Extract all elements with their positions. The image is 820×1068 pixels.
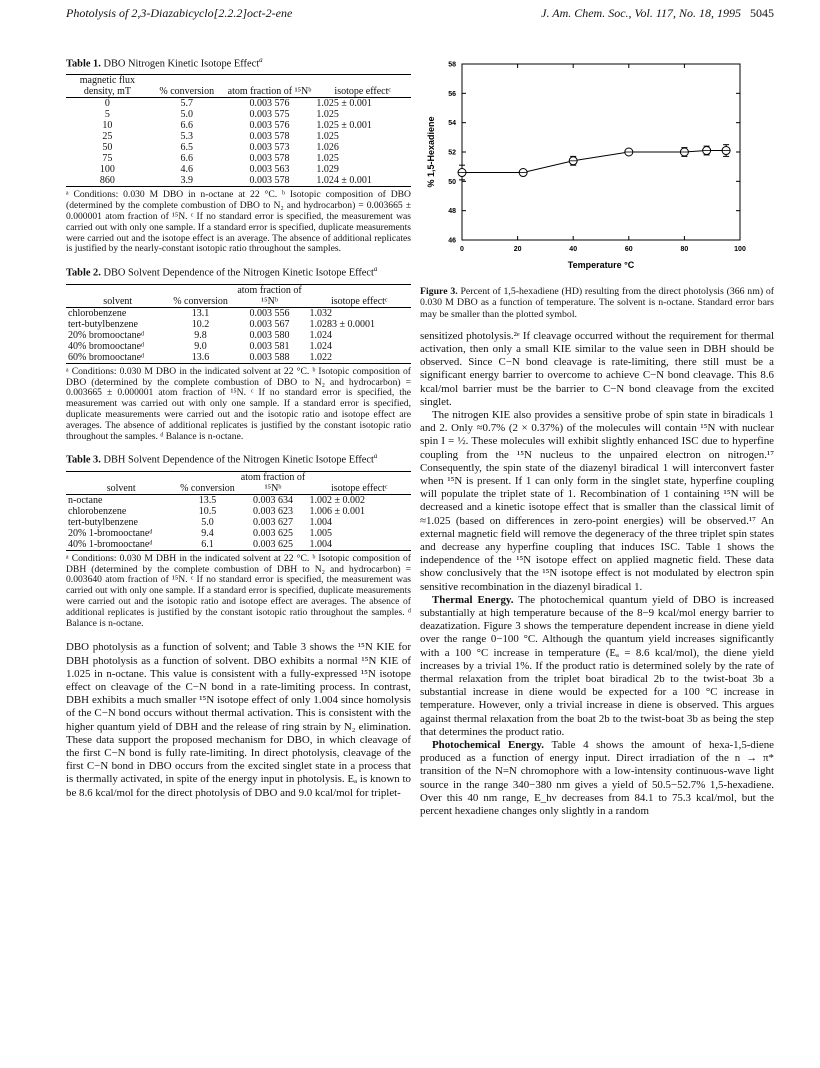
table3-row (66, 517, 411, 528)
table3-title-sup: a (373, 452, 378, 461)
table1-cell: 100 (99, 164, 115, 176)
table1-cell: 5.3 (180, 131, 193, 143)
table1-cell: 1.025 ± 0.001 (316, 98, 372, 110)
page-number: 5045 (750, 6, 774, 20)
y-tick-label: 48 (448, 208, 456, 216)
body-paragraph: DBO photolysis as a function of solvent; and Table 3 shows the ¹⁵N KIE for DBH photolysis as a function of solvent. DBO exhibits a normal ¹⁵N KIE of 1.025 in n-octane. This value is consistent with a fully-expressed ¹⁵N isotope effect on cleavage of the C−N bond in a rate-limiting process. In contrast, DBH exhibits a much smaller ¹⁵N isotope effect of only 1.004 since homolysis of the C−N bond occurs without thermal activation. This is consistent with the higher quantum yield of DBH and the release of ring strain by N₂ elimination. These data support the proposed mechanism for DBO, in which cleavage of the first C−N bond is fully rate-limiting. In direct photolysis, cleavage of the first C−N bond in DBO occurs from the excited singlet state in a process that is thermally activated, in spite of the energy input in photolysis. Eₐ is known to be 8.6 kcal/mol for the direct photolysis of DBO and 9.0 kcal/mol for triplet- (66, 641, 411, 799)
running-header-left: Photolysis of 2,3-Diazabicyclo[2.2.2]oct-2-ene (66, 6, 293, 20)
table1-row (66, 164, 411, 175)
table1-cell: 0.003 576 (249, 120, 290, 132)
table3-footnote: ᵃ Conditions: 0.030 M DBH in the indicated solvent at 22 °C. ᵇ Isotopic composition of DBH (determined by the complete combustion of DBH to N₂ and hydrocarbon) = 0.003640 atom fraction of ¹⁵N. ᶜ If no standard error is specified, the measurement was carried out with only one sample. If a standard error is specified, duplicate measurements were carried out and the isotopic ratio and isotope effect are averages. The absence of additional replicates is justified by the constant isotopic ratio throughout the samples. ᵈ Balance is n-octane. (66, 552, 411, 629)
table1-number: Table 1. (66, 58, 101, 70)
table3-cell: 0.003 623 (252, 505, 293, 517)
table3-cell: tert-butylbenzene (68, 516, 138, 528)
table2-cell: 0.003 581 (249, 340, 290, 352)
table3-body (66, 494, 411, 550)
table1-cell: 0 (104, 98, 110, 110)
x-axis-label: Temperature °C (567, 260, 635, 270)
table2-cell: 1.024 (309, 329, 332, 341)
table3-cell: 0.003 625 (238, 539, 307, 551)
x-tick-label: 100 (734, 246, 746, 253)
table3-cell: 5.0 (201, 516, 214, 528)
plot-frame (462, 64, 740, 240)
table2-cell: 1.024 (309, 340, 332, 352)
table1-footnote: ᵃ Conditions: 0.030 M DBO in n-octane at 22 °C. ᵇ Isotopic composition of DBO (determined by the complete combustion of DBO to N₂ and hydrocarbon) = 0.003665 ± 0.000001 atom fraction of ¹⁵N. ᶜ If no standard error is specified, the measurement was carried out with only one sample. If a standard error is specified, duplicate measurements were carried out and the isotope effect is an average. The absence of additional replicates is justified by the nearly-constant isotopic ratio throughout the samples. (66, 189, 411, 255)
table1-cell: 0.003 576 (249, 98, 290, 110)
journal-citation: J. Am. Chem. Soc., Vol. 117, No. 18, 1995 (541, 6, 741, 20)
table2-cell: 10.2 (191, 318, 210, 330)
table3-caption (66, 450, 411, 466)
table1-cell: 1.025 ± 0.001 (316, 120, 372, 132)
table1-cell: 0.003 578 (225, 175, 315, 187)
table3-cell: 1.005 (309, 527, 332, 539)
table1-cell: 5 (104, 109, 110, 121)
table1-cell: 6.6 (180, 120, 193, 132)
table1-cell: 6.6 (180, 153, 193, 165)
table2-cell: tert-butylbenzene (68, 318, 138, 330)
thermal-text: The photochemical quantum yield of DBO is increased substantially at high temperature because of the 8−9 kcal/mol energy barrier to deazatization. Figure 3 shows the temperature dependent increase in diene yield over the range 0−100 °C. Although the quantum yield increases significantly with a 100 °C increase in temperature (Eₐ = 8.6 kcal/mol), the diene yield increases by a trivial 1%. If the product ratio is determined solely by the rate of thermal relaxation from the triplet boat biradical 2b to the twist-boat 3b a substantial increase in diene would be expected for a 100 °C increase in temperature. However, only a trivial increase in diene is observed. This argues against thermal relaxation from the boat 2b to the twist-boat 3b as being the step that determines the product ratio. (420, 593, 774, 738)
table1-cell: 0.003 575 (249, 109, 290, 121)
table1-body (66, 98, 411, 187)
table2-cell: 0.003 580 (249, 329, 290, 341)
table2-cell: 0.003 567 (249, 318, 290, 330)
figure3 (420, 54, 774, 320)
table1-cell: 1.025 (316, 131, 339, 143)
table2-row (66, 352, 411, 364)
table3-cell: 10.5 (198, 505, 217, 517)
y-tick-label: 56 (448, 90, 456, 98)
y-tick-label: 50 (448, 178, 456, 186)
table3-cell: 1.006 ± 0.001 (309, 505, 365, 517)
left-column (66, 54, 411, 800)
table1-caption (66, 54, 411, 70)
table1-cell: 0.003 563 (249, 164, 290, 176)
x-tick-label: 80 (680, 246, 689, 253)
table1-cell: 5.7 (180, 98, 193, 110)
table2-cell: 60% bromooctaneᵈ (66, 352, 170, 364)
table1-row (66, 142, 411, 153)
table2-body (66, 307, 411, 363)
table1 (66, 74, 411, 187)
table2-footnote: ᵃ Conditions: 0.030 M DBO in the indicated solvent at 22 °C. ᵇ Isotopic composition of DBO (determined by the complete combustion of DBO to N₂ and hydrocarbon) = 0.003665 ± 0.000001 atom fraction of ¹⁵N. ᶜ If no standard error is specified, the measurement was carried out with only one sample. If a standard error is specified, duplicate measurements were carried out and the isotopic ratio and isotope effect are averages. The absence of additional replicates is justified by the constant isotopic ratio throughout the samples. ᵈ Balance is n-octane. (66, 365, 411, 442)
x-tick-label: 60 (624, 246, 633, 253)
table1-cell: 25 (102, 131, 113, 143)
left-body-text (66, 641, 411, 799)
table2-number: Table 2. (66, 267, 101, 279)
table3-number: Table 3. (66, 454, 101, 466)
figure3-caption-text: Percent of 1,5-hexadiene (HD) resulting from the direct photolysis (366 nm) of 0.030 M DBO as a function of temperature. The solvent is n-octane. Standard error bars may be smaller than the plotted symbol. (420, 286, 775, 320)
thermal-paragraph (420, 594, 774, 739)
table2-cell: 0.003 556 (249, 307, 290, 319)
table2-cell: 13.6 (170, 352, 232, 364)
body-paragraph: The nitrogen KIE also provides a sensitive probe of spin state in biradicals 1 and 2. Only ≈0.7% (2 × 0.37%) of the molecules will contain ¹⁵N with nuclear spin I = ½. These molecules will exhibit slightly enhanced ISC due to hyperfine coupling from the ¹⁵N nucleus to the unpaired electron on nitrogen.¹⁷ Consequently, the spin state of the diazenyl biradical 1 will interconvert faster when ¹⁵N is present. If 1 can only form in the singlet state, hyperfine coupling will populate the triplet state of 1. Recombination of 1 containing ¹⁵N will be decreased and a kinetic isotope effect that is smaller than the classical limit of ≈1.025 (based on differences in zero-point energies) will be observed.¹⁷ An external magnetic field will remove the degeneracy of the three triplet spin states and decrease any hyperfine coupling that induces ISC. Table 1 shows the independence of the ¹⁵N isotope effect on applied magnetic field. These data show conclusively that the ¹⁵N isotope effect is not modulated by electron spin sensitive recombination in the diazenyl biradical 1. (420, 408, 774, 593)
table1-header: atom fraction of ¹⁵Nᵇ (225, 75, 315, 98)
table1-row (66, 175, 411, 187)
table2-title-sup: a (373, 265, 378, 274)
table1-header: magnetic flux density, mT (66, 75, 149, 98)
table3-title: DBH Solvent Dependence of the Nitrogen Kinetic Isotope Effect (103, 454, 374, 466)
table2-row (66, 330, 411, 341)
table2-cell: 0.003 588 (232, 352, 308, 364)
table2-row (66, 307, 411, 319)
table2-row (66, 341, 411, 352)
body-paragraph: sensitized photolysis.²ᵉ If cleavage occurred without the requirement for thermal activation, then only a small KIE similar to the value seen in DBH should be observed. Since C−N bond cleavage is rate-limiting, there still must be a significant energy barrier to overcome to achieve C−N bond cleavage. This 8.6 kcal/mol barrier must be the barrier to C−N bond cleavage from the excited singlet. (420, 329, 774, 408)
table1-cell: 1.029 (316, 164, 339, 176)
table3-cell: 1.004 (307, 539, 411, 551)
table1-cell: 0.003 578 (249, 131, 290, 143)
table3-cell: 1.004 (309, 516, 332, 528)
table3-cell: 20% 1-bromooctaneᵈ (68, 527, 153, 539)
x-tick-label: 0 (460, 246, 464, 253)
table1-cell: 3.9 (149, 175, 225, 187)
table2-header: atom fraction of ¹⁵Nᵇ (232, 284, 308, 307)
table2-caption (66, 263, 411, 279)
photochem-paragraph (420, 739, 774, 818)
table1-cell: 1.024 ± 0.001 (314, 175, 411, 187)
table3-cell: 0.003 634 (252, 494, 293, 506)
table3-cell: 1.002 ± 0.002 (309, 494, 365, 506)
y-axis-label: % 1,5-Hexadiene (426, 116, 436, 188)
photochem-heading: Photochemical Energy. (432, 739, 544, 751)
table2-title: DBO Solvent Dependence of the Nitrogen Kinetic Isotope Effect (103, 267, 374, 279)
right-column (420, 54, 774, 818)
table1-title-sup: a (259, 56, 263, 64)
table1-row (66, 153, 411, 164)
table1-row (66, 120, 411, 131)
table1-cell: 1.025 (316, 109, 339, 121)
table3-cell: n-octane (68, 494, 103, 506)
y-tick-label: 54 (448, 120, 456, 128)
table1-cell: 6.5 (180, 142, 193, 154)
table2-header: % conversion (170, 284, 232, 307)
table2-row (66, 319, 411, 330)
table3-cell: 0.003 625 (252, 527, 293, 539)
y-tick-label: 46 (448, 237, 456, 245)
table3-cell: chlorobenzene (68, 505, 127, 517)
table1-cell: 10 (102, 120, 113, 132)
table3-row (66, 494, 411, 506)
table2-cell: 40% bromooctaneᵈ (68, 340, 145, 352)
table1-row (66, 109, 411, 120)
x-tick-label: 40 (569, 246, 578, 253)
table2-cell: 9.8 (194, 329, 207, 341)
table3-header: isotope effectᶜ (307, 471, 411, 494)
table2-cell: 20% bromooctaneᵈ (68, 329, 145, 341)
table3-row (66, 539, 411, 551)
table3-cell: 6.1 (176, 539, 238, 551)
table1-cell: 0.003 573 (249, 142, 290, 154)
table3-header: % conversion (176, 471, 238, 494)
table3-row (66, 528, 411, 539)
table1-header: % conversion (149, 75, 225, 98)
table2-cell: 1.022 (307, 352, 411, 364)
table1-title: DBO Nitrogen Kinetic Isotope Effect (103, 58, 260, 70)
table2-cell: chlorobenzene (68, 307, 127, 319)
table2-cell: 9.0 (194, 340, 207, 352)
y-tick-label: 52 (448, 149, 456, 157)
table1-row (66, 131, 411, 142)
thermal-heading: Thermal Energy. (432, 593, 514, 606)
table1-cell: 860 (66, 175, 149, 187)
table3-cell: 13.5 (198, 494, 217, 506)
running-header-right (482, 6, 774, 21)
table1-cell: 50 (102, 142, 113, 154)
table3 (66, 471, 411, 551)
table3-row (66, 506, 411, 517)
table2-header: solvent (66, 284, 170, 307)
table2 (66, 284, 411, 364)
right-body-text (420, 330, 774, 819)
table1-row (66, 98, 411, 110)
table1-cell: 0.003 578 (249, 153, 290, 165)
table2-cell: 13.1 (191, 307, 210, 319)
table2-cell: 1.032 (309, 307, 332, 319)
figure3-caption (420, 286, 774, 320)
table1-cell: 4.6 (180, 164, 193, 176)
table1-cell: 75 (102, 153, 113, 165)
table3-header: solvent (66, 471, 176, 494)
x-tick-label: 20 (513, 246, 522, 253)
y-tick-label: 58 (448, 61, 456, 69)
table3-header: atom fraction of ¹⁵Nᵇ (238, 471, 307, 494)
table3-cell: 0.003 627 (252, 516, 293, 528)
figure3-chart (420, 54, 774, 276)
table1-header: isotope effectᶜ (314, 75, 411, 98)
table3-cell: 9.4 (201, 527, 214, 539)
table1-cell: 5.0 (180, 109, 193, 121)
table2-cell: 1.0283 ± 0.0001 (309, 318, 375, 330)
figure3-label: Figure 3. (420, 286, 458, 298)
photochem-text: Table 4 shows the amount of hexa-1,5-diene produced as a function of energy input. Direct irradiation of the n → π* transition of the N=N chromophore with a low-intensity continuous-wave light source in the range 340−380 nm gives a yield of 50.5−52.7% 1,5-hexadiene. Over this 40 nm range, E_hν decreases from 84.1 to 75.3 kcal/mol, but the percent hexadiene changes only slightly in a random (420, 739, 774, 818)
table1-cell: 1.025 (316, 153, 339, 165)
table2-header: isotope effectᶜ (307, 284, 411, 307)
table3-cell: 40% 1-bromooctaneᵈ (66, 539, 176, 551)
table1-cell: 1.026 (316, 142, 339, 154)
